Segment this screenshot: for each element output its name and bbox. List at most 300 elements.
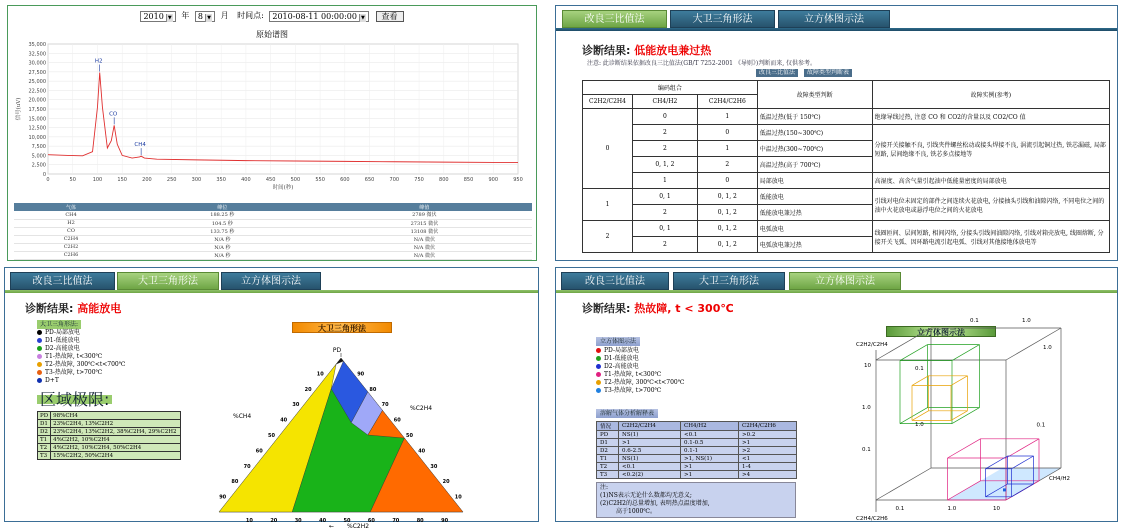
note-line: 高于1000℃。 [616, 508, 656, 515]
bottom-axis-label: %C2H2 [347, 523, 370, 530]
table-cell: CO [14, 227, 128, 235]
axis-bottom-label: C2H4/C2H6 [856, 516, 888, 522]
table-cell: 1 [697, 141, 757, 157]
left-scale-label: 10 [316, 371, 324, 378]
table-header-cell: 情况 [597, 422, 619, 431]
cube-frame [1006, 328, 1061, 360]
table-cell: NS(1) [619, 455, 681, 463]
region-t2 [912, 411, 929, 421]
table-cell: 23%C2H4, 13%C2H2, 38%C2H4, 29%C2H2 [51, 428, 181, 436]
x-tick-label: 800 [439, 177, 449, 183]
legend-item [37, 353, 129, 361]
table-header-cell: C2H2/C2H4 [619, 422, 681, 431]
bullet-icon [37, 330, 42, 335]
tab-underline [556, 290, 1117, 293]
y-tick-label: 10,000 [28, 134, 46, 141]
x-tick-label: 700 [389, 177, 400, 183]
table-cell: H2 [14, 219, 128, 227]
y-tick-label: 25,000 [28, 79, 46, 86]
fault-type-cell: 电弧放电 [757, 221, 872, 237]
x-tick-label: 650 [364, 177, 375, 183]
legend-item [596, 387, 716, 395]
table-cell: 4%C2H2, 10%C2H4 [51, 436, 181, 444]
gas-peak-table [14, 203, 532, 260]
bullet-icon [596, 372, 601, 377]
legend-item [37, 329, 129, 337]
table-cell: C2H6 [14, 251, 128, 259]
legend-item [37, 337, 129, 345]
cube-legend [596, 328, 716, 395]
zone-limits [37, 390, 181, 460]
y-tick-label: 20,000 [28, 97, 46, 104]
legend-title: 立方体图示法 [596, 337, 640, 346]
table-cell: C2H2 [14, 243, 128, 251]
x-axis-label: 时间(秒) [272, 185, 294, 191]
tab-duval-triangle[interactable]: 大卫三角形法 [670, 10, 775, 28]
left-scale-label: 50 [268, 433, 275, 439]
table-cell: >1 [739, 439, 797, 447]
chromatogram-chart [12, 36, 532, 196]
region-t1 [1006, 439, 1039, 458]
legend-label: T3-热故障, t>700℃ [604, 387, 662, 394]
y-tick-label: 0 [42, 172, 46, 178]
method-tabs [5, 268, 538, 290]
time-value: 2010-08-11 00:00:00 [272, 11, 357, 21]
bottom-scale-label: 70 [392, 518, 400, 524]
table-cell: 2789 微伏 [317, 211, 532, 219]
legend-label: D+T [45, 377, 59, 384]
legend-item [596, 371, 716, 379]
table-cell: 0, 1, 2 [697, 205, 757, 221]
fault-type-cell: 低能放电 [757, 189, 872, 205]
table-row [597, 463, 797, 471]
fault-type-cell: 低温过热(150~300℃) [757, 125, 872, 141]
table-cell: 0, 1, 2 [697, 221, 757, 237]
bullet-icon [596, 380, 601, 385]
x-tick-label: 300 [191, 177, 202, 183]
year-select[interactable] [140, 11, 175, 22]
method-tabs [556, 268, 1117, 290]
diagnosis-note: 注意: 此诊断结果依据改良三比值法(GB/T 7252-2001 《导则》)判断而来, 仅供参考。 [587, 60, 817, 67]
bottom-scale-label: 60 [367, 518, 375, 524]
x-tick-label: 850 [463, 177, 474, 183]
table-cell: N/A 秒 [128, 235, 317, 243]
table-cell: N/A 微伏 [317, 243, 532, 251]
x-tick-label: 950 [513, 177, 523, 183]
right-scale-label: 70 [381, 402, 389, 409]
right-scale-label: 30 [430, 463, 438, 470]
table-cell: 1 [632, 173, 697, 189]
note-line: (2)C2H2的总量增加, 表明热点温度增加, [600, 500, 710, 507]
result-point [1003, 488, 1006, 491]
chevron-down-icon: ▼ [205, 14, 212, 22]
table-row [597, 431, 797, 439]
chromatogram-panel [7, 5, 537, 261]
table-cell: 1 [697, 109, 757, 125]
fault-type-cell: 中温过热(300~700℃) [757, 141, 872, 157]
bottom-scale-label: 80 [416, 518, 424, 524]
tick-top: 1.0 [1022, 318, 1031, 324]
diagnosis-result [25, 300, 121, 316]
left-scale-label: 40 [280, 417, 288, 424]
table-cell: 27315 微伏 [317, 219, 532, 227]
diagnosis-value: 热故障, t < 300℃ [634, 302, 734, 315]
tick-bottom: 0.1 [895, 506, 905, 512]
legend-item [37, 369, 129, 377]
right-scale-label: 80 [369, 386, 377, 393]
zone-table [37, 411, 181, 460]
notes-title: 注: [600, 484, 609, 491]
legend-label: T3-热故障, t>700℃ [45, 369, 103, 376]
table-cell: 0, 1 [632, 189, 697, 205]
region-t1 [948, 439, 981, 458]
legend-label: T2-热故障, 300℃<t<700℃ [45, 361, 126, 368]
table-row [14, 243, 532, 251]
table-row [38, 420, 181, 428]
apex-label: PD [332, 347, 342, 354]
dga-notes [596, 482, 796, 518]
tab-cube-diagram[interactable]: 立方体图示法 [778, 10, 890, 28]
table-cell: 2 [632, 205, 697, 221]
diagnosis-value: 高能放电 [77, 302, 122, 315]
axis-top-label: C2H2/C2H4 [856, 342, 888, 348]
table-cell: 23%C2H4, 13%C2H2 [51, 420, 181, 428]
bottom-scale-label: 50 [343, 518, 351, 524]
tick-left: 0.1 [915, 366, 924, 372]
y-tick-label: 32,500 [28, 51, 46, 58]
x-tick-label: 550 [315, 177, 325, 183]
tab-duval-triangle[interactable]: 大卫三角形法 [673, 272, 785, 290]
x-tick-label: 0 [46, 177, 50, 183]
sub-tab-ratio[interactable]: 改良三比值法 [756, 69, 798, 77]
region-t2 [951, 376, 968, 386]
table-cell: >1, NS(1) [681, 455, 739, 463]
tick-left: 10 [864, 363, 871, 369]
left-scale-label: 90 [219, 494, 227, 501]
month-value: 8 [197, 11, 204, 21]
table-cell: 0.6-2.5 [619, 447, 681, 455]
bottom-scale-label: 30 [294, 518, 302, 524]
duval-banner: 大卫三角形法 [292, 322, 392, 333]
table-row [38, 452, 181, 460]
x-tick-label: 150 [117, 177, 127, 183]
fault-example-cell: 高湿度、高含气量引起油中低能量密度的局部放电 [872, 173, 1109, 189]
cube-banner: 立方体图示法 [886, 326, 996, 337]
bullet-icon [37, 338, 42, 343]
y-tick-label: 5,000 [31, 153, 46, 160]
diagnosis-result [582, 300, 734, 316]
tab-three-ratio[interactable]: 改良三比值法 [561, 272, 669, 290]
x-tick-label: 400 [241, 177, 251, 183]
fault-example-header: 故障实例(参考) [872, 81, 1109, 109]
bottom-scale-label: 10 [245, 518, 253, 524]
left-scale-label: 30 [292, 402, 300, 409]
table-cell: 104.5 秒 [128, 219, 317, 227]
right-scale-label: 90 [357, 371, 365, 378]
right-scale-label: 40 [418, 448, 426, 455]
table-cell: T1 [38, 436, 51, 444]
region-t2 [912, 376, 929, 386]
legend-list [596, 347, 716, 395]
x-tick-label: 600 [340, 177, 350, 183]
bullet-icon [37, 362, 42, 367]
right-scale-label: 20 [442, 479, 450, 486]
legend-item [596, 379, 716, 387]
table-cell: 13108 微伏 [317, 227, 532, 235]
table-cell: 0, 1, 2 [697, 189, 757, 205]
time-select[interactable] [269, 11, 369, 22]
table-cell: 2 [632, 125, 697, 141]
table-cell: T1 [597, 455, 619, 463]
legend-label: D1-低能放电 [604, 355, 639, 362]
duval-triangle-diagram [205, 330, 505, 530]
fault-example-cell: 引线对电位未固定的部件之间连续火花放电, 分接抽头引线和油隙闪络, 不同电位之间的油中火花放电或悬浮电位之间的火花放电 [872, 189, 1109, 221]
x-tick-label: 100 [92, 177, 103, 183]
tab-three-ratio[interactable]: 改良三比值法 [10, 272, 115, 290]
y-tick-label: 35,000 [28, 42, 46, 48]
x-tick-label: 900 [488, 177, 499, 183]
y-tick-label: 15,000 [28, 116, 46, 123]
table-cell: >0.2 [739, 431, 797, 439]
table-cell: C2H4 [14, 235, 128, 243]
region-d1 [900, 345, 928, 361]
region-d1 [952, 408, 980, 424]
left-scale-label: 80 [231, 479, 239, 486]
month-unit: 月 [220, 11, 229, 20]
x-tick-label: 200 [142, 177, 152, 183]
tab-cube-diagram[interactable]: 立方体图示法 [789, 272, 901, 290]
month-select[interactable] [195, 11, 215, 22]
y-tick-label: 22,500 [28, 88, 46, 95]
tick-left: 0.1 [862, 447, 871, 453]
group-cell: 1 [583, 189, 633, 221]
chevron-down-icon: ▼ [359, 14, 366, 22]
peak-label: CO [109, 111, 118, 118]
tab-cube-diagram[interactable]: 立方体图示法 [221, 272, 321, 290]
right-axis-label: %C2H4 [410, 405, 433, 412]
legend-label: D2-高能放电 [604, 363, 639, 370]
region-t2 [951, 411, 968, 421]
peak-label: CH4 [134, 142, 146, 149]
x-tick-label: 50 [69, 177, 76, 183]
table-cell: PD [38, 412, 51, 420]
year-value: 2010 [143, 11, 164, 21]
table-cell: <0.1 [681, 431, 739, 439]
table-cell: D2 [38, 428, 51, 436]
y-tick-label: 12,500 [28, 125, 46, 132]
y-axis-label: 信号(uV) [16, 97, 22, 121]
right-scale-label: 10 [454, 494, 462, 501]
bullet-icon [37, 346, 42, 351]
legend-label: T1-热故障, t<300℃ [604, 371, 662, 378]
table-cell: NS(1) [619, 431, 681, 439]
dga-table [596, 421, 797, 479]
header-peak-position: 峰位 [128, 203, 317, 211]
tick-top: 0.1 [970, 318, 979, 324]
fault-type-cell: 低能放电兼过热 [757, 205, 872, 221]
note-line: (1)NS表示无论什么数都均无意义; [600, 492, 692, 499]
tick-right: 1.0 [1043, 344, 1052, 351]
table-cell: N/A 秒 [128, 243, 317, 251]
view-button[interactable]: 查看 [376, 11, 404, 22]
table-cell: D1 [38, 420, 51, 428]
left-scale-label: 70 [243, 463, 251, 470]
table-row [597, 471, 797, 479]
x-tick-label: 250 [166, 177, 177, 183]
table-cell: >2 [739, 447, 797, 455]
fault-type-cell: 局部放电 [757, 173, 872, 189]
group-cell: 2 [583, 221, 633, 253]
chart-title: 原始谱图 [256, 30, 288, 39]
duval-triangle-panel [4, 267, 539, 530]
fault-type-cell: 低温过热(低于 150℃) [757, 109, 872, 125]
legend-label: T1-热故障, t<300℃ [45, 353, 103, 360]
fault-type-cell: 高温过热(高于 700℃) [757, 157, 872, 173]
table-cell: 1-4 [739, 463, 797, 471]
table-row [14, 235, 532, 243]
tab-duval-triangle[interactable]: 大卫三角形法 [117, 272, 219, 290]
table-cell: >1 [681, 463, 739, 471]
tick-left: 1.0 [915, 422, 924, 428]
legend-label: T2-热故障, 300℃<t<700℃ [604, 379, 685, 386]
time-label: 时间点: [237, 11, 264, 20]
group-cell: 0 [583, 109, 633, 189]
table-cell: 0.1-1 [681, 447, 739, 455]
x-tick-label: 350 [216, 177, 226, 183]
table-row [14, 227, 532, 235]
peak-label: H2 [94, 58, 103, 65]
table-cell: N/A 微伏 [317, 251, 532, 259]
legend-item [37, 361, 129, 369]
table-cell: 0 [697, 173, 757, 189]
header-peak-value: 峰值 [317, 203, 532, 211]
table-row [38, 444, 181, 452]
table-cell: 0 [632, 109, 697, 125]
table-row [38, 436, 181, 444]
y-tick-label: 27,500 [28, 69, 46, 76]
left-scale-label: 20 [304, 386, 312, 393]
bottom-scale-label: 20 [270, 518, 278, 524]
legend-title: 大卫三角形法: [37, 320, 81, 329]
diagnosis-result [582, 42, 711, 58]
cube-frame [876, 468, 931, 500]
table-row [38, 412, 181, 420]
y-tick-label: 17,500 [28, 107, 46, 113]
diagnosis-label: 诊断结果: [582, 302, 631, 315]
legend-label: PD-局部放电 [604, 347, 639, 354]
left-axis-label: %CH4 [233, 413, 252, 420]
right-scale-label: 50 [406, 433, 413, 439]
zone-title: 区域极限: [37, 395, 112, 404]
tick-bottom: 10 [993, 506, 1000, 512]
table-cell: T3 [597, 471, 619, 479]
bullet-icon [37, 354, 42, 359]
fault-example-cell: 分接开关接触不良, 引线夹件螺丝松动或接头焊接不良, 涡流引起铜过热, 铁芯漏磁, 局部短路, 层间绝缘不良, 铁芯多点接地等 [872, 125, 1109, 173]
table-cell: 188.25 秒 [128, 211, 317, 219]
table-cell: <1 [739, 455, 797, 463]
table-cell: 15%C2H2, 50%C2H4 [51, 452, 181, 460]
fault-type-cell: 电弧放电兼过热 [757, 237, 872, 253]
diagnosis-label: 诊断结果: [582, 44, 631, 57]
table-cell: PD [597, 431, 619, 439]
table-cell: 0, 1, 2 [632, 157, 697, 173]
bullet-icon [37, 370, 42, 375]
col-ch4-h2: CH4/H2 [632, 95, 697, 109]
bullet-icon [37, 378, 42, 383]
table-cell: 2 [632, 237, 697, 253]
fault-code-table [582, 80, 1110, 253]
table-row [38, 428, 181, 436]
table-cell: >4 [739, 471, 797, 479]
table-row [597, 455, 797, 463]
three-ratio-panel [555, 5, 1118, 261]
bullet-icon [596, 364, 601, 369]
legend-item [37, 377, 129, 385]
legend-item [37, 345, 129, 353]
table-cell: 2 [697, 157, 757, 173]
region-d1 [952, 345, 980, 361]
tick-right: 0.1 [1036, 422, 1046, 429]
table-cell: >1 [619, 439, 681, 447]
table-cell: T2 [597, 463, 619, 471]
fault-example-cell: 绝缘导线过热, 注意 CO 和 CO2的含量以及 CO2/CO 值 [872, 109, 1109, 125]
legend-label: PD-局部放电 [45, 329, 80, 336]
table-row [14, 219, 532, 227]
table-cell: 0 [697, 125, 757, 141]
table-cell: 2 [632, 141, 697, 157]
x-tick-label: 750 [414, 177, 424, 183]
legend-item [596, 363, 716, 371]
diagnosis-value: 低能放电兼过热 [634, 44, 712, 57]
table-cell: 4%C2H2, 10%C2H4, 50%C2H4 [51, 444, 181, 452]
sub-tab-fault-table[interactable]: 故障类型判断表 [804, 69, 852, 77]
table-cell: N/A 秒 [128, 251, 317, 259]
right-scale-label: 60 [393, 417, 401, 424]
y-tick-label: 30,000 [28, 60, 46, 67]
sub-tabs [756, 69, 856, 77]
fault-type-header: 故障类型判断 [757, 81, 872, 109]
tick-bottom: 1.0 [947, 506, 957, 512]
axis-right-label: CH4/H2 [1049, 476, 1070, 482]
x-tick-label: 450 [265, 177, 276, 183]
table-cell: T2 [38, 444, 51, 452]
x-tick-label: 500 [290, 177, 301, 183]
cube-diagram-panel [555, 267, 1118, 522]
code-combo-header: 编码组合 [583, 81, 758, 95]
tab-three-ratio[interactable]: 改良三比值法 [562, 10, 667, 28]
table-cell: 0.1-0.5 [681, 439, 739, 447]
legend-label: D2-高能放电 [45, 345, 80, 352]
y-tick-label: 7,500 [31, 144, 46, 151]
table-cell: D2 [597, 447, 619, 455]
dga-table-title: 溶解气体分析解释表 [596, 409, 658, 418]
table-cell: >1 [681, 471, 739, 479]
bullet-icon [596, 388, 601, 393]
legend-label: D1-低能放电 [45, 337, 80, 344]
tab-underline [556, 28, 1117, 31]
header-gas: 气体 [14, 203, 128, 211]
tab-underline [5, 290, 538, 293]
tick-left: 1.0 [862, 405, 871, 411]
table-cell: 133.75 秒 [128, 227, 317, 235]
y-tick-label: 2,500 [31, 162, 46, 169]
table-header-row [597, 422, 797, 431]
table-row [597, 439, 797, 447]
date-selector-bar [8, 10, 536, 22]
col-c2h4-c2h6: C2H4/C2H6 [697, 95, 757, 109]
floor-highlight [948, 468, 1062, 500]
table-header-cell: C2H4/C2H6 [739, 422, 797, 431]
